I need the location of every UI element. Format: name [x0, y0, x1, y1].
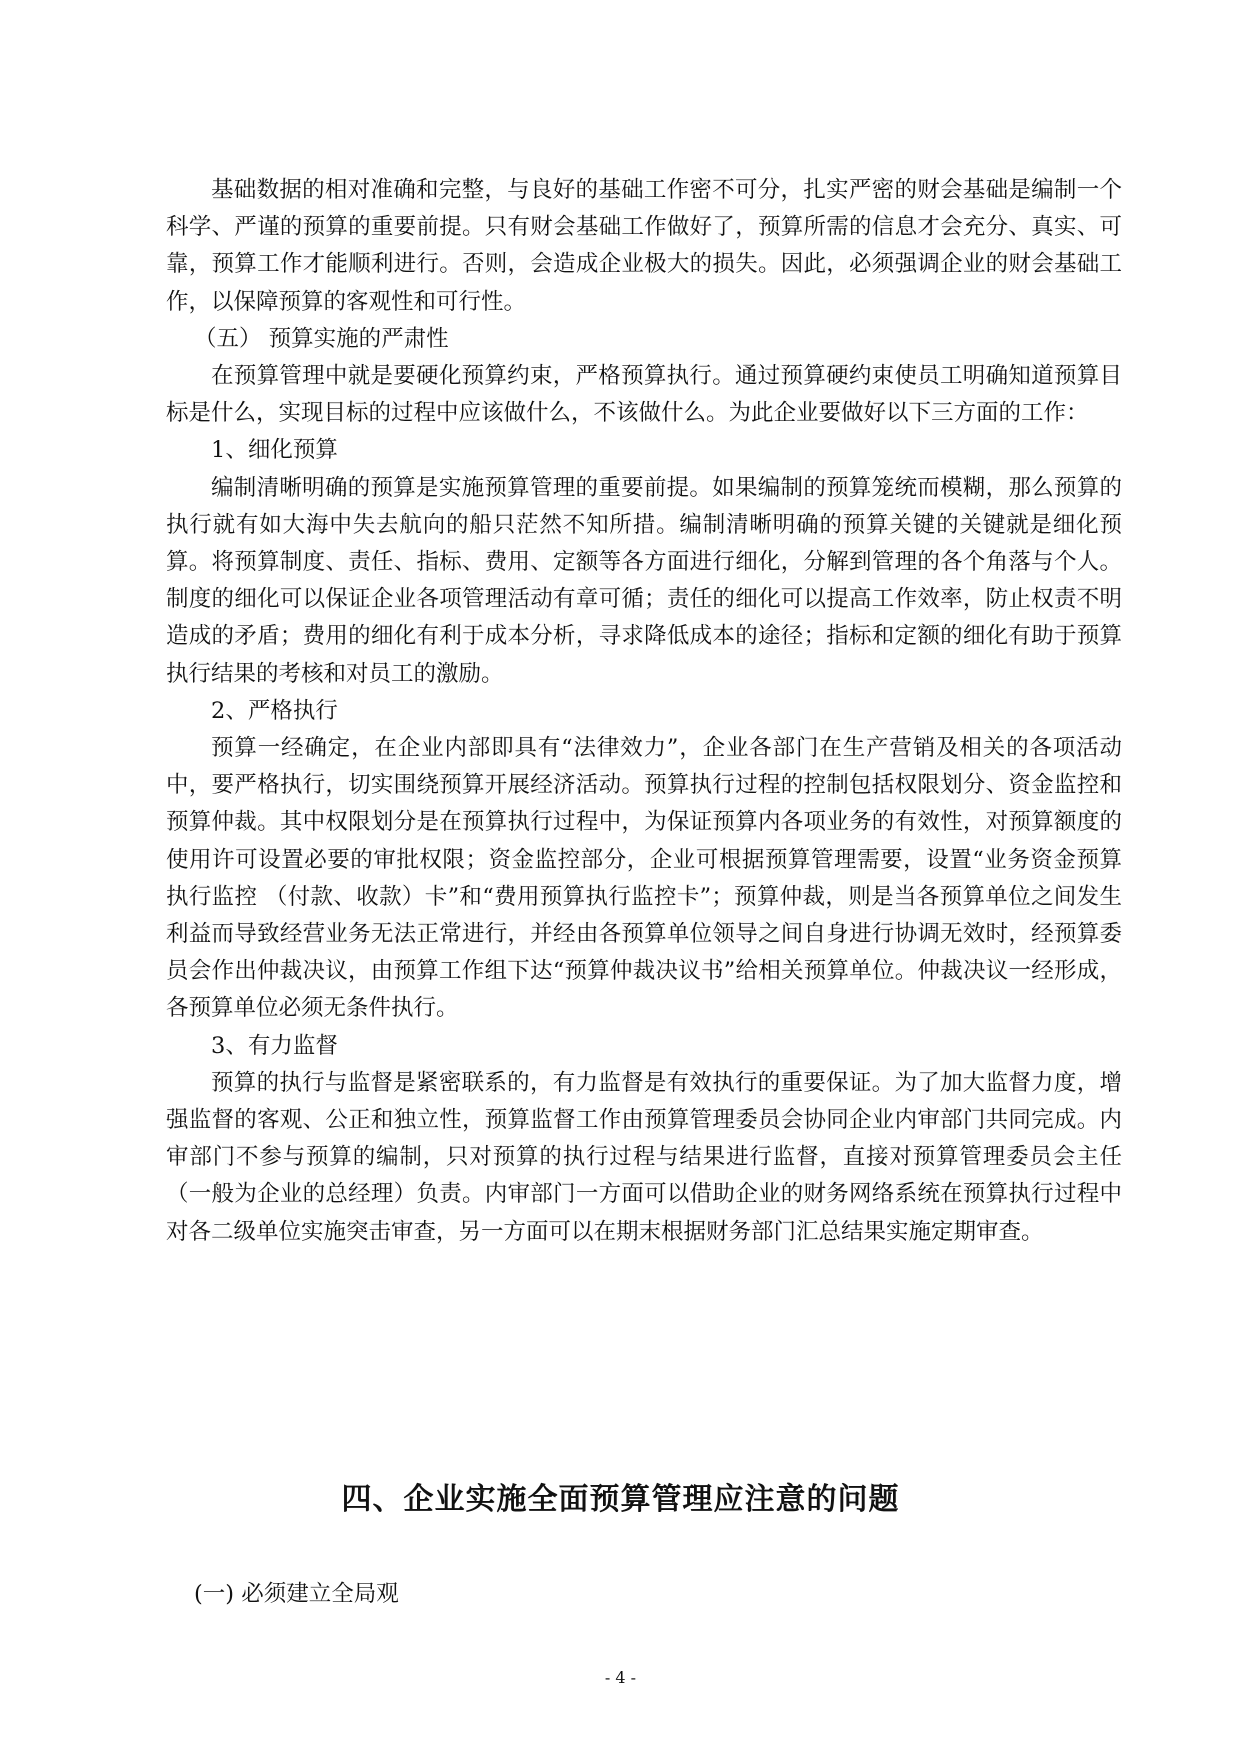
paragraph-budget-constraint: 在预算管理中就是要硬化预算约束，严格预算执行。通过预算硬约束使员工明确知道预算目标是什么，实现目标的过程中应该做什么，不该做什么。为此企业要做好以下三方面的工作：: [166, 363, 1122, 427]
subheading-strict-execution: 2、严格执行: [211, 697, 338, 724]
page-number: - 4 -: [604, 1668, 637, 1687]
subsection-heading: (一) 必须建立全局观: [194, 1581, 399, 1607]
body-text: [166, 172, 1122, 1251]
section-title: 四、企业实施全面预算管理应注意的问题: [341, 1482, 900, 1517]
subheading-budget-seriousness: （五） 预算实施的严肃性: [194, 325, 449, 352]
subheading-effective-supervision: 3、有力监督: [211, 1032, 338, 1059]
paragraph-strict-execution: 预算一经确定，在企业内部即具有“法律效力”，企业各部门在生产营销及相关的各项活动中，要严格执行，切实围绕预算开展经济活动。预算执行过程的控制包括权限划分、资金监控和预算仲裁。其中权限划分是在预算执行过程中，为保证预算内各项业务的有效性，对预算额度的使用许可设置必要的审批权限；资金监控部分，企业可根据预算管理需要，设置“业务资金预算执行监控 （付款、收款）卡”和“费用预算执行监控卡”；预算仲裁，则是当各预算单位之间发生利益而导致经营业务无法正常进行，并经由各预算单位领导之间自身进行协调无效时，经预算委员会作出仲裁决议，由预算工作组下达“预算仲裁决议书”给相关预算单位。仲裁决议一经形成，各预算单位必须无条件执行。: [166, 735, 1122, 1022]
paragraph-effective-supervision: 预算的执行与监督是紧密联系的，有力监督是有效执行的重要保证。为了加大监督力度，增强监督的客观、公正和独立性，预算监督工作由预算管理委员会协同企业内审部门共同完成。内审部门不参与预算的编制，只对预算的执行过程与结果进行监督，直接对预算管理委员会主任（一般为企业的总经理）负责。内审部门一方面可以借助企业的财务网络系统在预算执行过程中对各二级单位实施突击审查，另一方面可以在期末根据财务部门汇总结果实施定期审查。: [166, 1069, 1122, 1245]
paragraph-refine-budget: 编制清晰明确的预算是实施预算管理的重要前提。如果编制的预算笼统而模糊，那么预算的执行就有如大海中失去航向的船只茫然不知所措。编制清晰明确的预算关键的关键就是细化预算。将预算制度、责任、指标、费用、定额等各方面进行细化，分解到管理的各个角落与个人。制度的细化可以保证企业各项管理活动有章可循；责任的细化可以提高工作效率，防止权责不明造成的矛盾；费用的细化有利于成本分析，寻求降低成本的途径；指标和定额的细化有助于预算执行结果的考核和对员工的激励。: [166, 474, 1122, 687]
paragraph-accounting-foundation: 基础数据的相对准确和完整，与良好的基础工作密不可分，扎实严密的财会基础是编制一个科学、严谨的预算的重要前提。只有财会基础工作做好了，预算所需的信息才会充分、真实、可靠，预算工作才能顺利进行。否则，会造成企业极大的损失。因此，必须强调企业的财会基础工作，以保障预算的客观性和可行性。: [166, 177, 1122, 315]
subheading-refine-budget: 1、细化预算: [211, 437, 338, 464]
